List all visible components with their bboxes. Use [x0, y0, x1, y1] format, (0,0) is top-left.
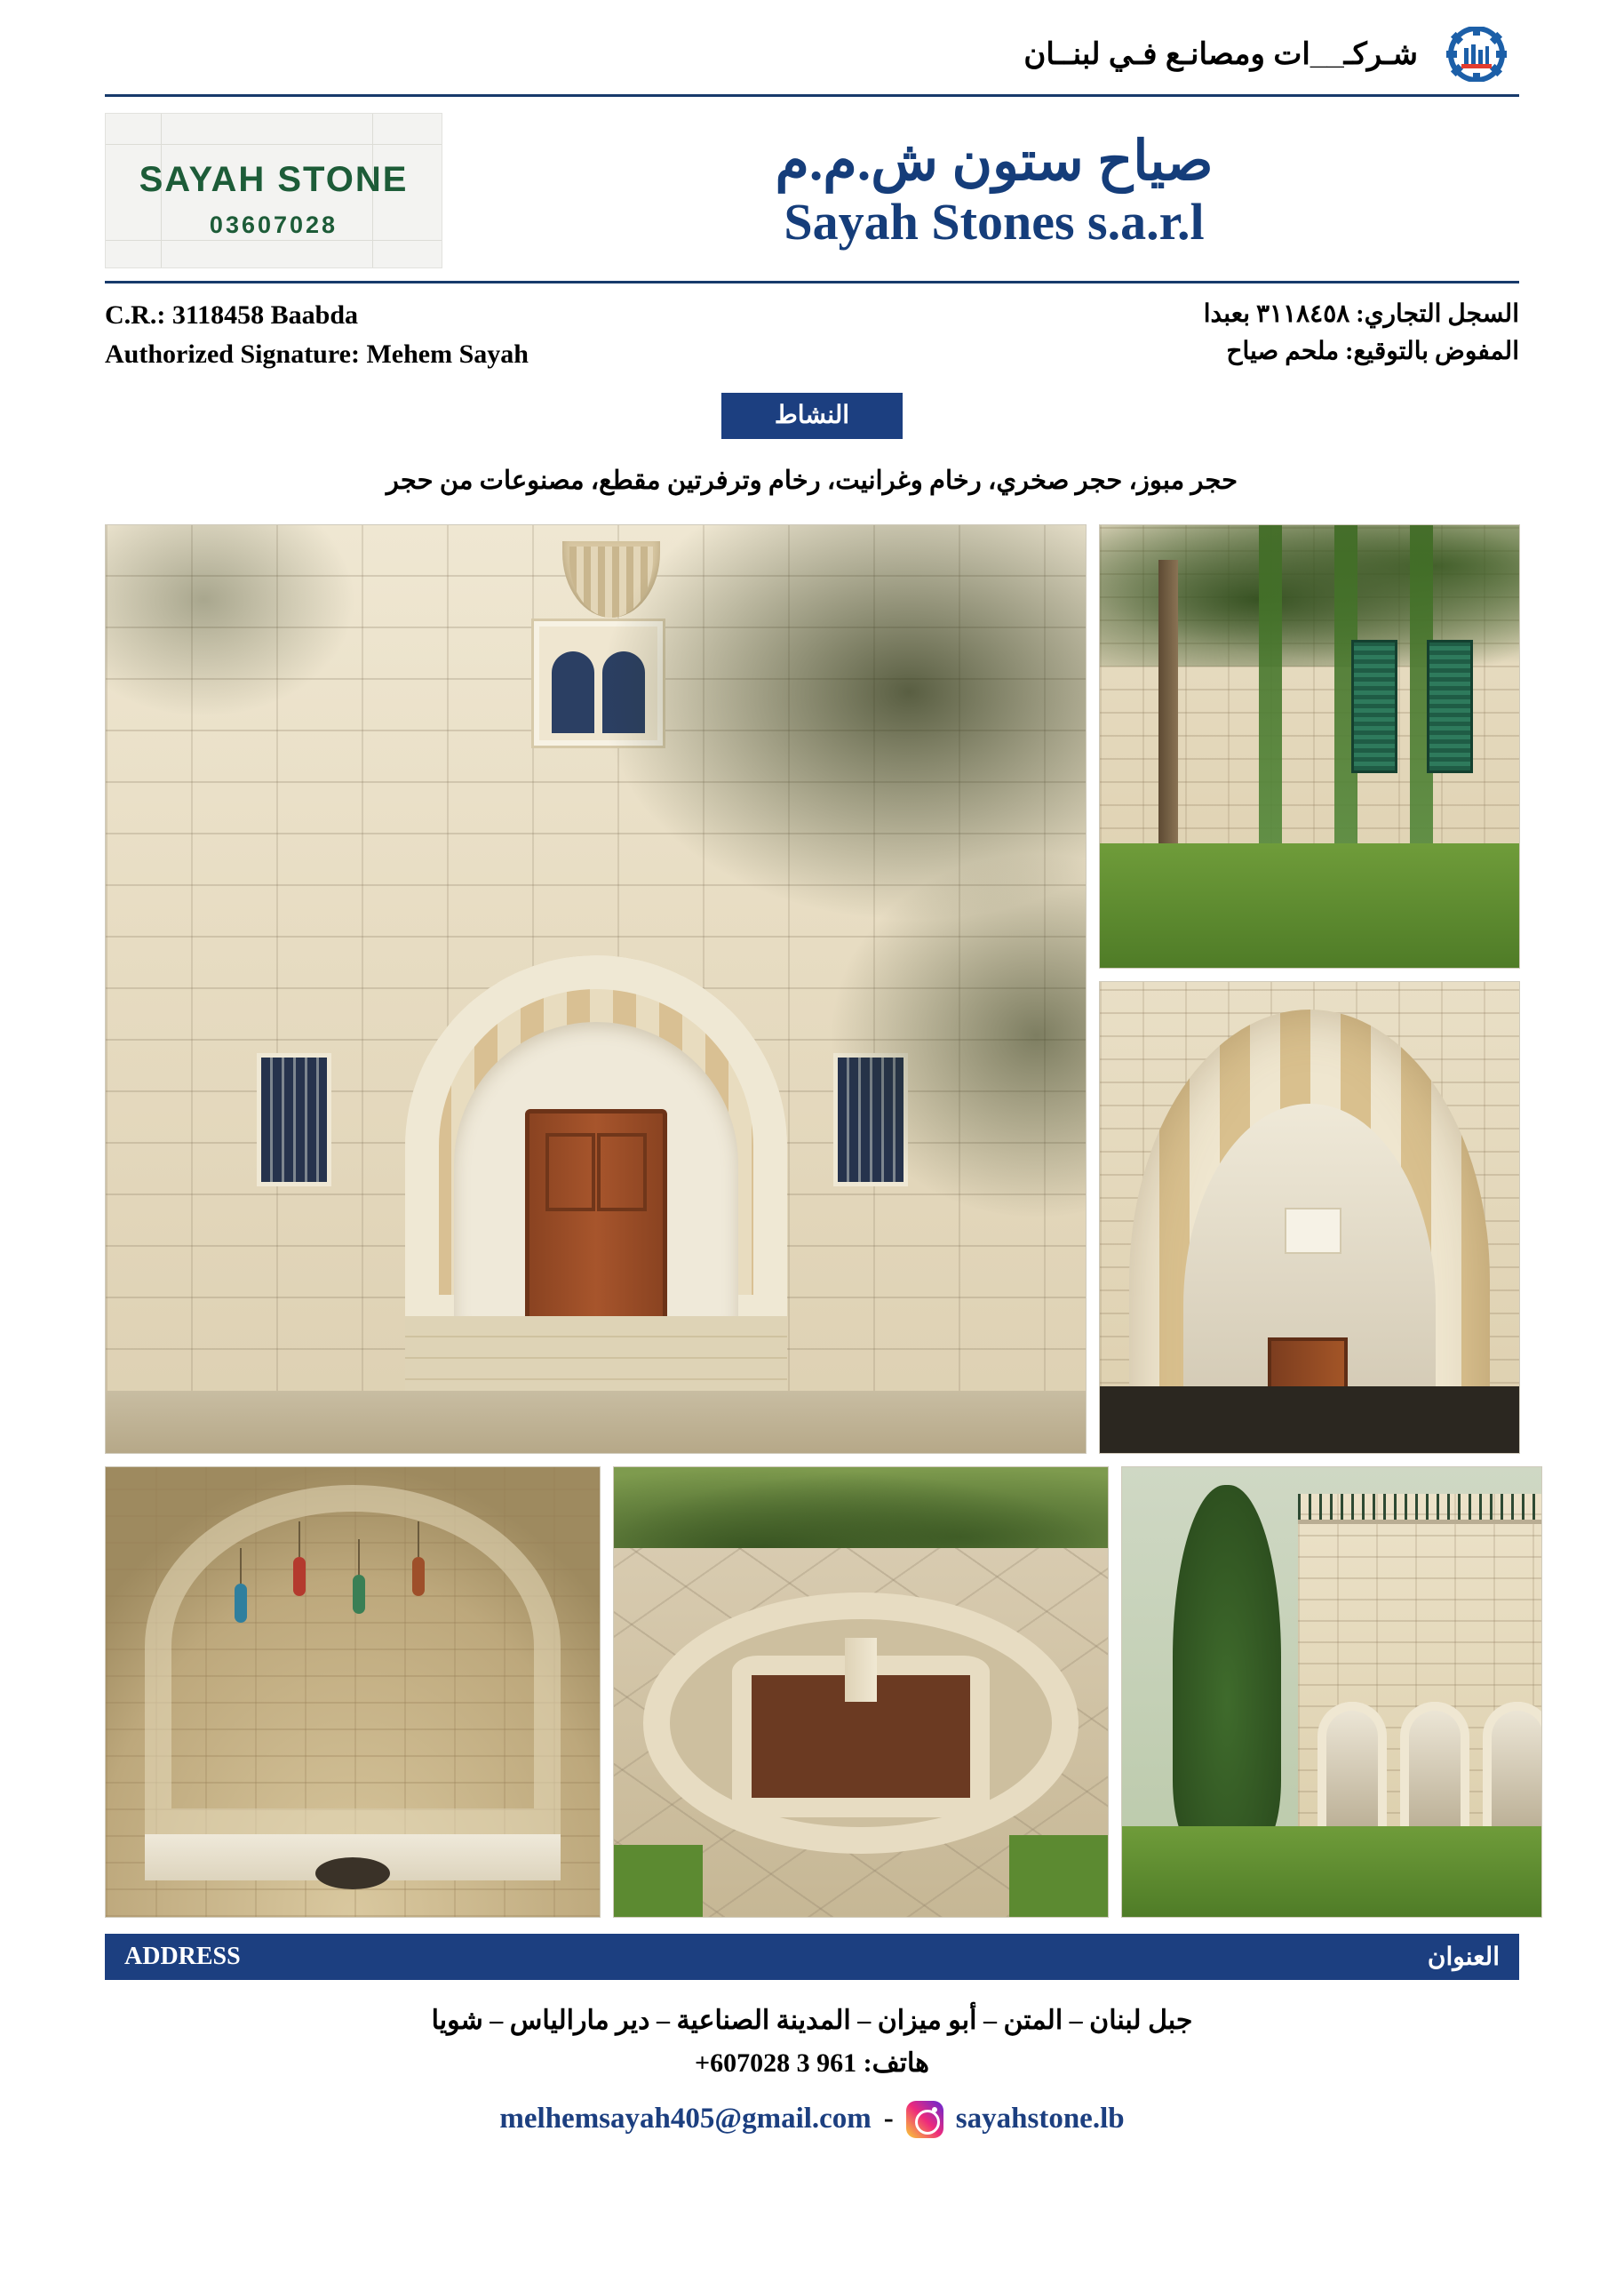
- company-band: [105, 97, 1519, 281]
- company-logo: [105, 113, 442, 268]
- company-names: [469, 131, 1519, 251]
- cr-number-ar: السجل التجاري: ٣١١٨٤٥٨ بعبدا: [1203, 300, 1519, 328]
- authorized-signature-ar: المفوض بالتوقيع: ملحم صياح: [1226, 338, 1519, 365]
- authorized-signature-en: Authorized Signature: Mehem Sayah: [105, 339, 529, 369]
- cr-number-en: C.R.: 3118458 Baabda: [105, 300, 359, 330]
- photo-stone-building-with-green-shutters-and-garden: [1099, 524, 1520, 969]
- photo-stone-vaulted-interior-with-hanging-lamps: [105, 1466, 601, 1918]
- activity-label: النشاط: [721, 393, 903, 439]
- address-label-en: ADDRESS: [124, 1942, 241, 1970]
- address-line: جبل لبنان – المتن – أبو ميزان – المدينة الصناعية – دير مارالياس – شويا: [431, 2005, 1193, 2035]
- phone-number: هاتف: 961 3 607028+: [695, 2048, 929, 2078]
- instagram-handle[interactable]: sayahstone.lb: [955, 2103, 1125, 2135]
- directory-title: شـركـ__ات ومصانـع فـي لبنــان: [1023, 37, 1418, 71]
- activity-description: حجر مبوز، حجر صخري، رخام وغرانيت، رخام وترفرتين مقطع، مصنوعات من حجر: [386, 467, 1238, 495]
- photo-stone-fountain-courtyard: [613, 1466, 1109, 1918]
- contact-line: [105, 2101, 1519, 2138]
- gallery-bottom-row: [105, 1466, 1519, 1918]
- photo-gallery: [105, 524, 1519, 1454]
- instagram-icon[interactable]: [906, 2101, 943, 2138]
- registration-arabic: [1204, 296, 1519, 371]
- photo-stone-villa-facade-with-arched-doorway: [105, 524, 1087, 1454]
- gear-factory-icon: [1434, 27, 1519, 82]
- gallery-right-column: [1099, 524, 1520, 1454]
- activity-section: [105, 393, 1519, 501]
- photo-striped-stone-archway-entrance: [1099, 981, 1520, 1454]
- registration-english: [105, 296, 529, 373]
- company-name-english: Sayah Stones s.a.r.l: [784, 193, 1205, 251]
- contact-separator: -: [883, 2103, 894, 2135]
- company-logo-text: SAYAH STONE: [139, 160, 409, 199]
- address-bar: [105, 1934, 1519, 1980]
- directory-header: [105, 0, 1519, 94]
- gallery-left-column: [105, 524, 1087, 1454]
- photo-stone-arcade-garden-view: [1121, 1466, 1542, 1918]
- registration-block: [105, 283, 1519, 380]
- address-label-ar: العنوان: [1427, 1943, 1500, 1971]
- address-details: [105, 2000, 1519, 2085]
- company-name-arabic: صياح ستون ش.م.م: [775, 131, 1214, 192]
- company-logo-phone: 03607028: [209, 212, 338, 238]
- email-address[interactable]: melhemsayah405@gmail.com: [499, 2103, 872, 2135]
